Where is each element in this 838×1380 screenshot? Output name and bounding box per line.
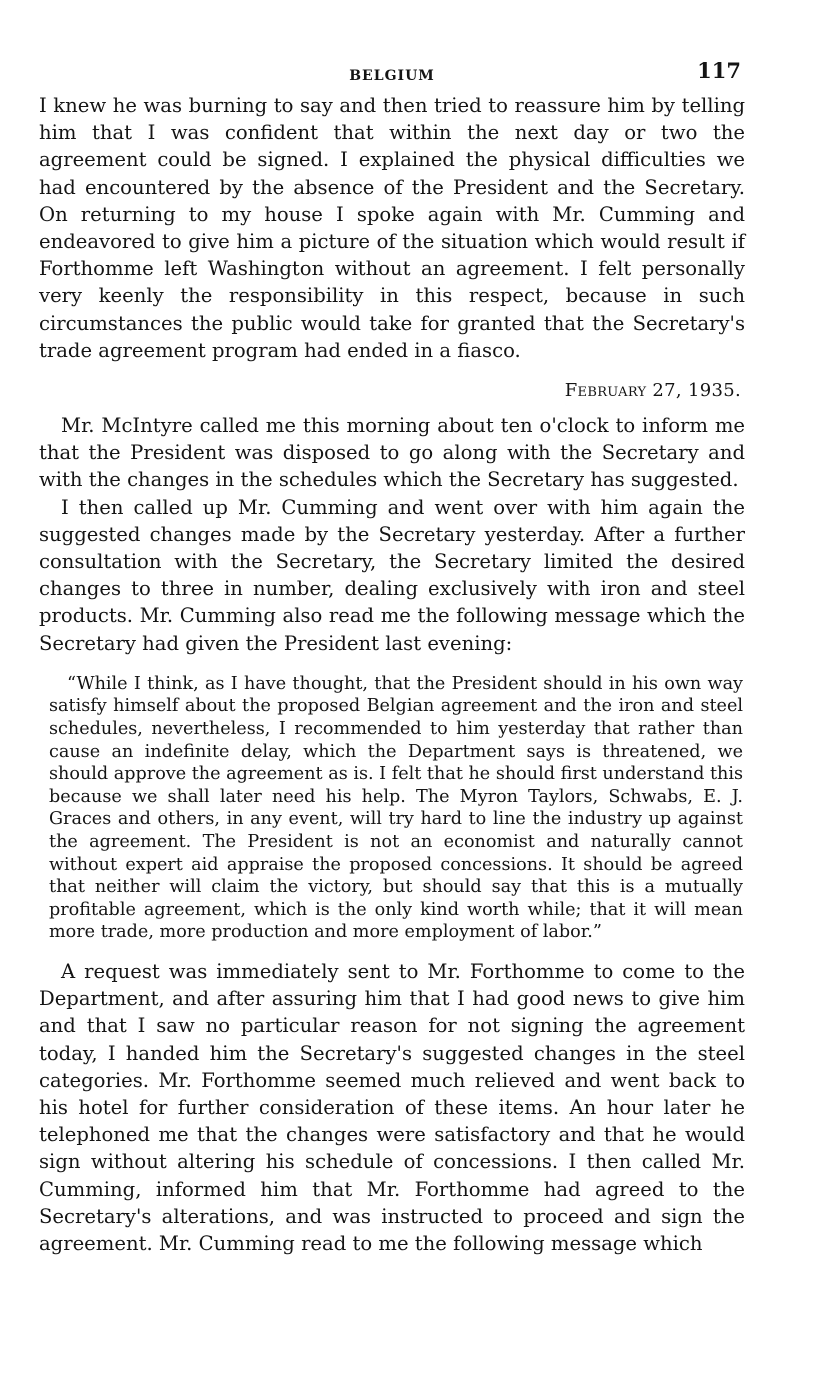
paragraph-1: I knew he was burning to say and then tried to reassure him by telling him that I was confident that within the next day or two the agreement could be signed. I explained the physical difficulties we had encountered by the absence of the President and the Secretary. On returning to my house I spoke again with Mr. Cumming and endeavored to give him a picture of the situation which would result if Forthomme left Washington without an agreement. I felt personally very keenly the responsibility in this respect, because in such circumstances the public would take for granted that the Secretary's trade agreement program had ended in a fiasco.	[39, 94, 745, 362]
dateline: February 27, 1935.	[564, 380, 741, 402]
paragraph-4: A request was immediately sent to Mr. Forthomme to come to the Department, and after assuring him that I had good news to give him and that I saw no particular reason for not signing the agreement today, I handed him the Secretary's suggested changes in the steel categories. Mr. Forthomme seemed much relieved and went back to his hotel for further consideration of these items. An hour later he telephoned me that the changes were satisfactory and that he would sign without altering his schedule of concessions. I then called Mr. Cumming, informed him that Mr. Forthomme had agreed to the Secretary's alterations, and was instructed to proceed and sign the agreement. Mr. Cumming read to me the following message which	[39, 959, 745, 1256]
document-page	[39, 58, 745, 1257]
running-title: BELGIUM	[349, 68, 435, 84]
page-number: 117	[697, 58, 741, 83]
paragraph-3: I then called up Mr. Cumming and went over with him again the suggested changes made by the Secretary yesterday. After a further consultation with the Secretary, the Secretary limited the desired changes to three in number, dealing exclusively with iron and steel products. Mr. Cumming also read me the following message which the Secretary had given the President last evening:	[39, 495, 745, 655]
block-quote: “While I think, as I have thought, that the President should in his own way satisfy himself about the proposed Belgian agreement and the iron and steel schedules, nevertheless, I recommended to him yesterday that rather than cause an indefinite delay, which the Department says is threatened, we should approve the agreement as is. I felt that he should first understand this because we shall later need his help. The Myron Taylors, Schwabs, E. J. Graces and others, in any event, will try hard to line the industry up against the agreement. The President is not an economist and naturally cannot without expert aid appraise the proposed concessions. It should be agreed that neither will claim the victory, but should say that this is a mutually profitable agreement, which is the only kind worth while; that it will mean more trade, more production and more employment of labor.”	[49, 673, 743, 943]
running-header	[39, 58, 745, 92]
paragraph-2: Mr. McIntyre called me this morning about ten o'clock to inform me that the President was disposed to go along with the Secretary and with the changes in the schedules which the Secretary has suggested.	[39, 414, 745, 492]
